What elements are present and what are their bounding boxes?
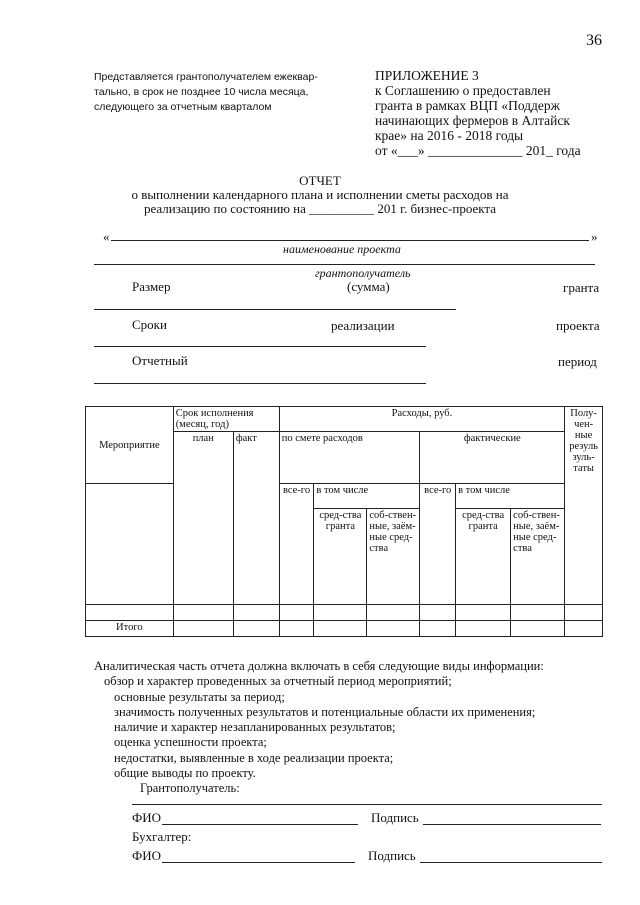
appendix-line: гранта в рамках ВЦП «Поддерж (375, 98, 560, 113)
period-label: Отчетный (132, 353, 188, 368)
note-line: тально, в срок не позднее 10 числа месяца, (94, 86, 309, 98)
accountant-heading: Бухгалтер: (132, 829, 192, 844)
measure-header: Мероприятие (86, 407, 174, 484)
info-heading: Аналитическая часть отчета должна включать в себя следующие виды информации: (94, 659, 544, 673)
recipient-signature-line (132, 804, 602, 805)
estimate-total-header: все-го (279, 484, 314, 605)
table-row-total (86, 621, 603, 637)
period-end-label: период (558, 354, 597, 369)
terms-label: Сроки (132, 317, 167, 332)
period-line (94, 383, 426, 384)
recipient-line (94, 264, 595, 265)
project-caption: наименование проекта (283, 242, 401, 256)
size-label: Размер (132, 279, 171, 294)
quote-close: » (591, 229, 598, 244)
total-row-label: Итого (86, 621, 174, 637)
actual-including-header: в том числе (456, 484, 565, 509)
empty-cell (86, 484, 174, 605)
expenses-header: Расходы, руб. (279, 407, 564, 432)
note-line: следующего за отчетным кварталом (94, 101, 272, 113)
info-item: обзор и характер проведенных за отчетный период мероприятий; (104, 674, 452, 689)
accountant-fio-label: ФИО (132, 848, 162, 863)
info-item: значимость полученных результатов и потенциальные области их применения; (114, 704, 536, 719)
recipient-caption: грантополучатель (315, 266, 411, 280)
info-item: основные результаты за период; (114, 689, 285, 704)
info-item: наличие и характер незапланированных результатов; (114, 720, 396, 735)
results-header: Полу-чен-ные резуль зуль-таты (565, 407, 603, 605)
project-name-line (111, 240, 589, 241)
accountant-sign-line (420, 862, 602, 863)
recipient-heading: Грантополучатель: (140, 781, 240, 796)
submission-note (94, 70, 344, 115)
info-item: общие выводы по проекту. (114, 766, 256, 781)
actual-total-header: все-го (420, 484, 456, 605)
size-line (94, 309, 456, 310)
report-title: ОТЧЕТ (299, 173, 341, 188)
estimate-including-header: в том числе (314, 484, 420, 509)
estimate-grant-funds-header: сред-ства гранта (314, 509, 367, 605)
appendix-line: к Соглашению о предоставлен (375, 83, 551, 98)
table-row (86, 605, 603, 621)
quote-open: « (103, 229, 110, 244)
report-subtitle: о выполнении календарного плана и исполнении сметы расходов на (131, 187, 509, 202)
appendix-line: крае» на 2016 - 2018 годы (375, 128, 524, 143)
by-estimate-header: по смете расходов (279, 432, 420, 484)
accountant-signature-label: Подпись (368, 848, 416, 863)
report-subtitle-date: реализацию по состоянию на __________ 201 г. бизнес-проекта (143, 201, 497, 216)
page-number: 36 (586, 32, 602, 49)
size-amount-label: (сумма) (347, 279, 390, 294)
appendix-date-line: от «___» ______________ 201_ года (375, 143, 581, 158)
actual-own-funds-header: соб-ствен-ные, заём-ные сред-ства (511, 509, 565, 605)
appendix-title: ПРИЛОЖЕНИЕ 3 (375, 68, 479, 83)
fact-header: факт (233, 432, 279, 605)
terms-line (94, 346, 426, 347)
info-item: недостатки, выявленные в ходе реализации проекта; (114, 750, 394, 765)
report-table (85, 406, 603, 637)
plan-header: план (173, 432, 233, 605)
appendix-line: начинающих фермеров в Алтайск (375, 113, 570, 128)
note-line: Представляется грантополучателем ежеквар- (94, 71, 318, 83)
terms-project-label: проекта (556, 318, 600, 333)
appendix-block (375, 68, 605, 158)
actual-header: фактические (420, 432, 565, 484)
terms-realization-label: реализации (331, 318, 395, 333)
deadline-header: Срок исполнения (месяц, год) (173, 407, 279, 432)
info-item: оценка успешности проекта; (114, 735, 267, 750)
accountant-fio-line (162, 862, 355, 863)
recipient-signature-label: Подпись (371, 810, 419, 825)
actual-grant-funds-header: сред-ства гранта (456, 509, 511, 605)
recipient-fio-label: ФИО (132, 810, 162, 825)
size-grant-label: гранта (563, 280, 600, 295)
recipient-fio-line (162, 824, 358, 825)
recipient-sign-line (423, 824, 601, 825)
analytic-info (94, 659, 544, 797)
estimate-own-funds-header: соб-ствен-ные, заём-ные сред-ства (367, 509, 420, 605)
